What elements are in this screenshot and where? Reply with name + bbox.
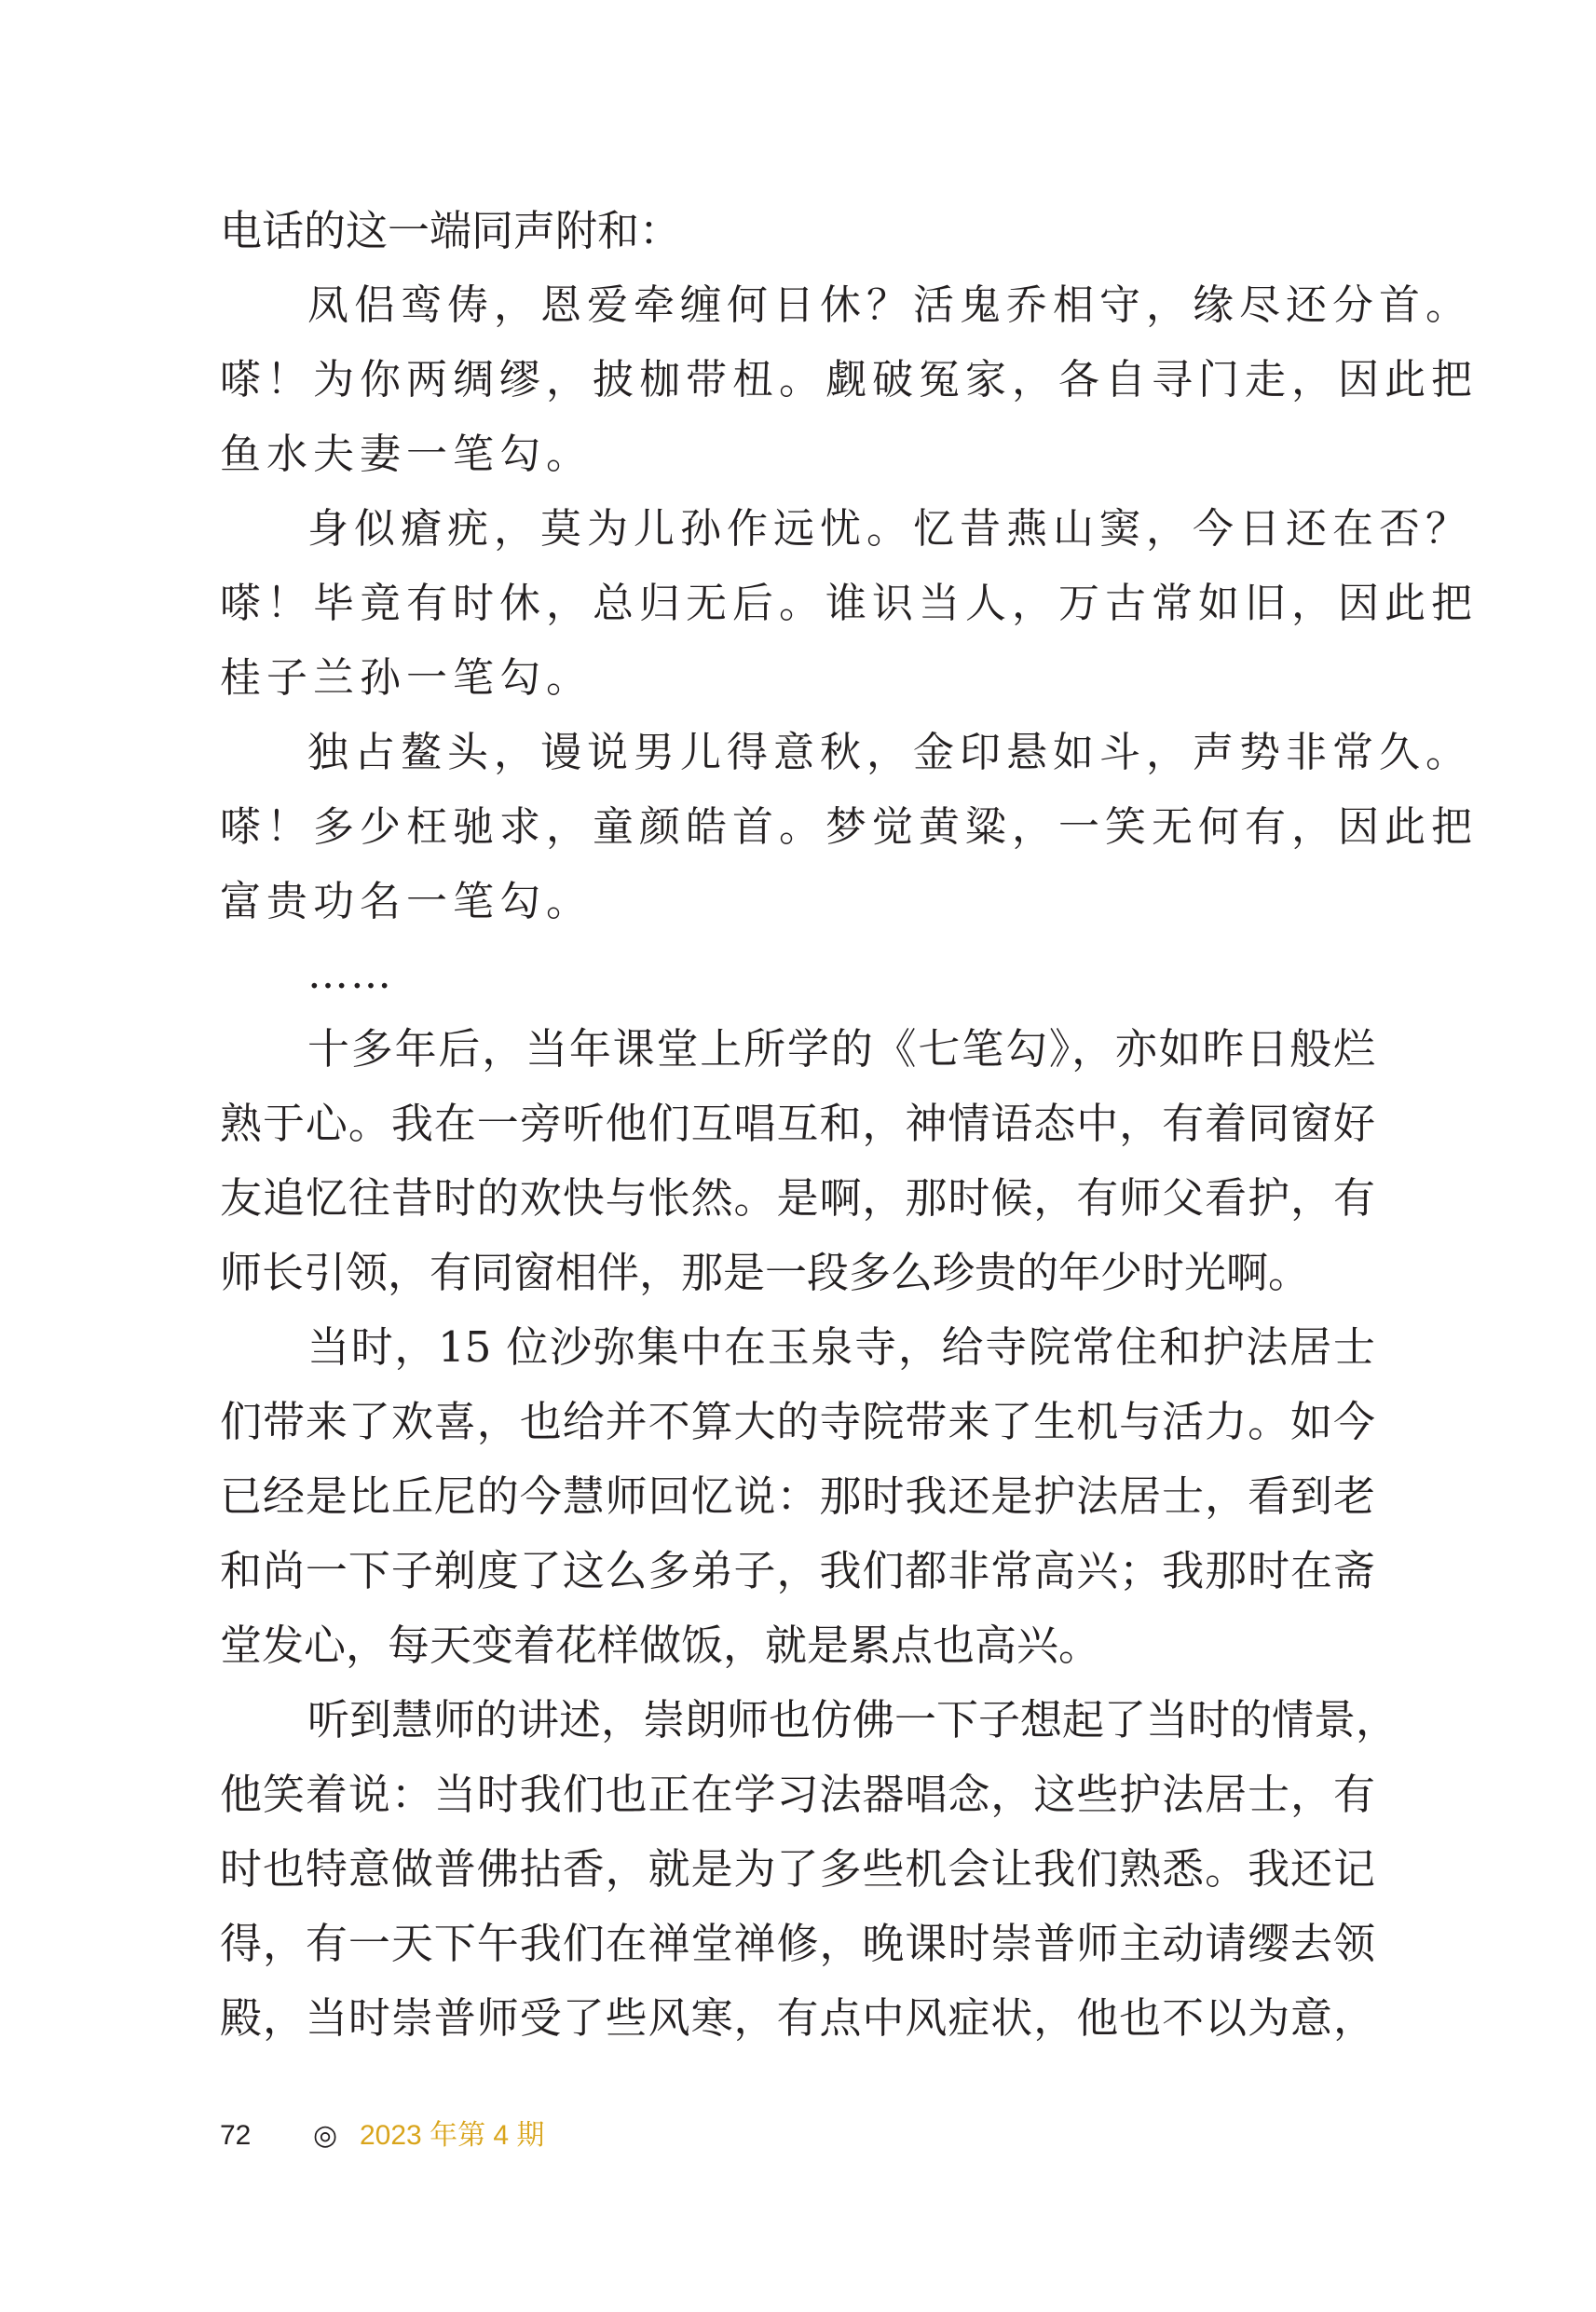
text-line: 他笑着说：当时我们也正在学习法器唱念，这些护法居士，有 <box>220 1770 1375 1819</box>
text-line: 得，有一天下午我们在禅堂禅修，晚课时崇普师主动请缨去领 <box>220 1919 1375 1968</box>
ellipsis: …… <box>307 951 393 998</box>
text-line: 听到慧师的讲述，崇朗师也仿佛一下子想起了当时的情景， <box>307 1695 1398 1744</box>
verse-line: 富贵功名一笔勾。 <box>220 878 593 925</box>
text-line: 友追忆往昔时的欢快与怅然。是啊，那时候，有师父看护，有 <box>220 1173 1375 1223</box>
text-line: 殿，当时崇普师受了些风寒，有点中风症状，他也不以为意， <box>220 1993 1375 2043</box>
verse-line: 独占鳌头，谩说男儿得意秋，金印悬如斗，声势非常久。 <box>307 729 1472 776</box>
issue-label: 2023 年第 4 期 <box>360 2120 545 2151</box>
page-number: 72 <box>220 2120 252 2151</box>
page-footer <box>220 2117 544 2155</box>
text-line: 时也特意做普佛拈香，就是为了多些机会让我们熟悉。我还记 <box>220 1844 1375 1894</box>
verse-line: 身似瘡疣，莫为儿孙作远忧。忆昔燕山窦，今日还在否？ <box>307 505 1472 553</box>
text-line: 当时，15 位沙弥集中在玉泉寺，给寺院常住和护法居士 <box>307 1322 1375 1372</box>
verse-line: 鱼水夫妻一笔勾。 <box>220 431 593 478</box>
circle-target-icon: ◎ <box>313 2120 338 2151</box>
verse-line: 凤侣鸾俦，恩爱牵缠何日休？活鬼乔相守，缘尽还分首。 <box>307 281 1472 329</box>
text-line: 电话的这一端同声附和： <box>220 206 682 255</box>
verse-line: 嗏！毕竟有时休，总归无后。谁识当人，万古常如旧，因此把 <box>220 580 1478 627</box>
text-line: 和尚一下子剃度了这么多弟子，我们都非常高兴；我那时在斋 <box>220 1546 1375 1595</box>
verse-line: 嗏！多少枉驰求，童颜皓首。梦觉黄粱，一笑无何有，因此把 <box>220 803 1478 851</box>
verse-line: 嗏！为你两绸缪，披枷带杻。觑破冤家，各自寻门走，因此把 <box>220 356 1478 404</box>
text-line: 熟于心。我在一旁听他们互唱互和，神情语态中，有着同窗好 <box>220 1099 1375 1148</box>
text-line: 已经是比丘尼的今慧师回忆说：那时我还是护法居士，看到老 <box>220 1471 1375 1521</box>
verse-line: 桂子兰孙一笔勾。 <box>220 654 593 702</box>
text-line: 师长引领，有同窗相伴，那是一段多么珍贵的年少时光啊。 <box>220 1248 1311 1297</box>
text-line: 堂发心，每天变着花样做饭，就是累点也高兴。 <box>220 1621 1101 1670</box>
text-line: 十多年后，当年课堂上所学的《七笔勾》，亦如昨日般烂 <box>307 1024 1375 1074</box>
text-line: 们带来了欢喜，也给并不算大的寺院带来了生机与活力。如今 <box>220 1397 1375 1446</box>
